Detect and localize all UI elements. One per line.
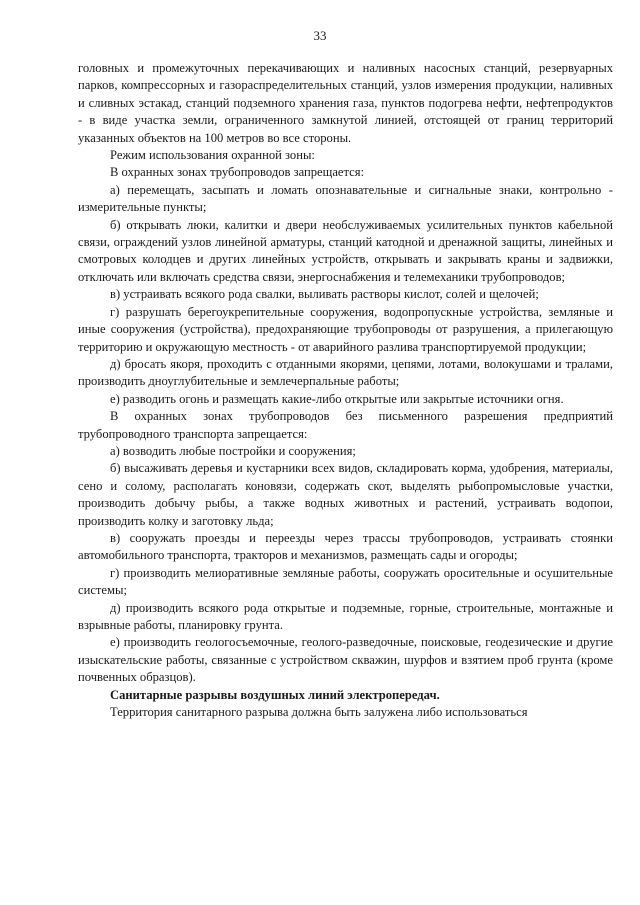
paragraph: б) высаживать деревья и кустарники всех видов, складировать корма, удобрения, материалы, сено и солому, располагать коновязи, содержать скот, выделять рыбопромысловые участки, производить добычу рыбы, а также водных животных и растений, устраивать водопои, производить колку и заготовку льда; [78, 461, 613, 528]
paragraph: Территория санитарного разрыва должна быть залужена либо использоваться [110, 705, 528, 720]
paragraph: а) перемещать, засыпать и ломать опознавательные и сигнальные знаки, контрольно - измерительные пункты; [78, 182, 613, 215]
page-number: 33 [313, 28, 327, 43]
paragraph: д) производить всякого рода открытые и подземные, горные, строительные, монтажные и взрывные работы, планировку грунта. [78, 600, 613, 632]
section-heading: Санитарные разрывы воздушных линий электропередач. [110, 687, 440, 702]
paragraph: г) производить мелиоративные земляные работы, сооружать оросительные и осушительные системы; [78, 565, 613, 598]
paragraph: г) разрушать берегоукрепительные сооружения, водопропускные устройства, земляные и иные сооружения (устройства), предохраняющие трубопроводы от разрушения, а прилегающую территорию и окружающую местность - от аварийного разлива транспортируемой продукции; [78, 304, 613, 354]
paragraph: в) сооружать проезды и переезды через трассы трубопроводов, устраивать стоянки автомобильного транспорта, тракторов и механизмов, размещать сады и огороды; [78, 530, 613, 563]
paragraph: а) возводить любые постройки и сооружения; [110, 443, 356, 458]
paragraph: В охранных зонах трубопроводов без письменного разрешения предприятий трубопроводного транспорта запрещается: [78, 409, 613, 441]
paragraph: в) устраивать всякого рода свалки, выливать растворы кислот, солей и щелочей; [110, 287, 539, 302]
body-text [78, 60, 613, 721]
paragraph: В охранных зонах трубопроводов запрещается: [110, 165, 365, 180]
paragraph: е) производить геологосъемочные, геолого-разведочные, поисковые, геодезические и другие изыскательские работы, связанные с устройством скважин, шурфов и взятием проб грунта (кроме почвенных образцов). [78, 635, 613, 685]
paragraph: е) разводить огонь и размещать какие-либо открытые или закрытые источники огня. [110, 391, 564, 406]
paragraph: головных и промежуточных перекачивающих и наливных насосных станций, резервуарных парков, компрессорных и газораспределительных станций, узлов измерения продукции, наливных и сливных эстакад, станций подземного хранения газа, пунктов подогрева нефти, нефтепродуктов - в виде участка земли, ограниченного замкнутой линией, отстоящей от границ территорий указанных объектов на 100 метров во все стороны. [78, 61, 613, 145]
paragraph: д) бросать якоря, проходить с отданными якорями, цепями, лотами, волокушами и тралами, производить дноуглубительные и землечерпальные работы; [78, 356, 613, 389]
paragraph: Режим использования охранной зоны: [110, 148, 315, 163]
paragraph: б) открывать люки, калитки и двери необслуживаемых усилительных пунктов кабельной связи, ограждений узлов линейной арматуры, станций катодной и дренажной защиты, линейных и смотровых колодцев и других линейных устройств, открывать и закрывать краны и задвижки, отключать или включать средства связи, энергоснабжения и телемеханики трубопроводов; [78, 217, 613, 284]
